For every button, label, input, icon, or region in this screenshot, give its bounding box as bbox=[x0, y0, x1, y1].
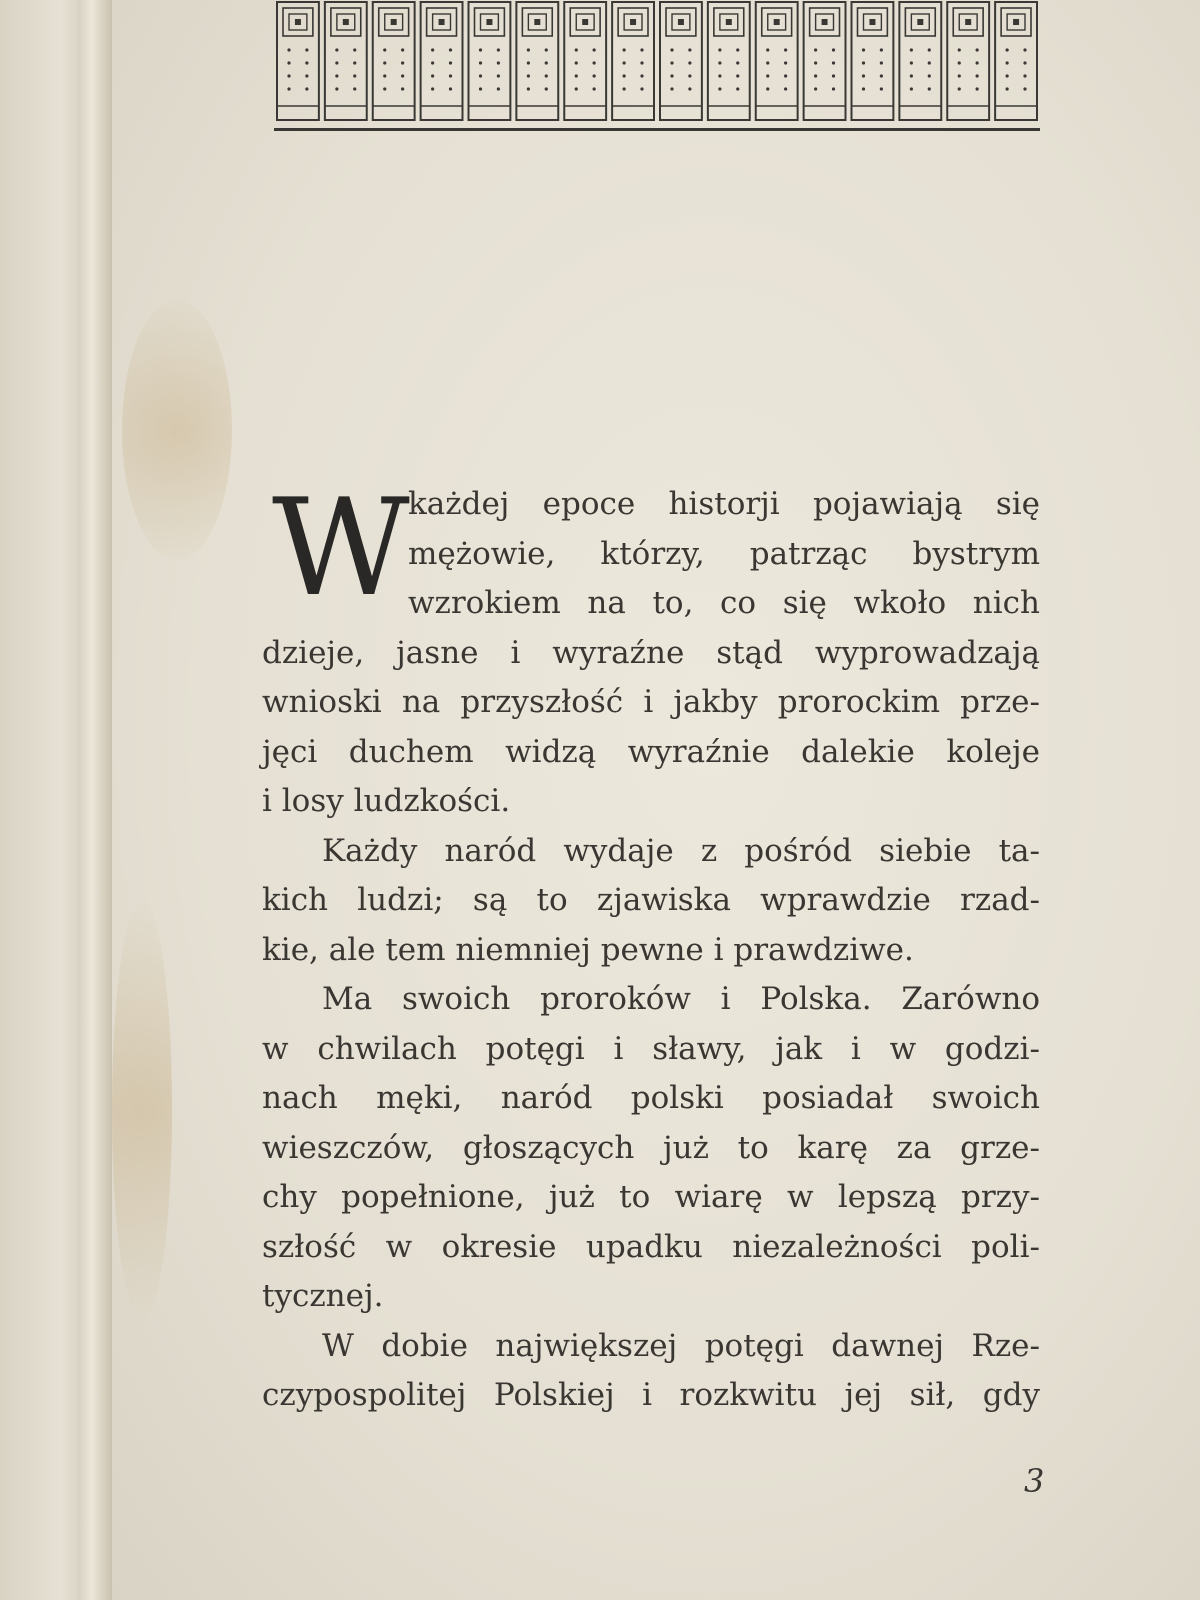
book-gutter bbox=[78, 0, 113, 1600]
ornament-block bbox=[804, 2, 846, 120]
text-line: wzrokiem na to, co się wkoło nich bbox=[408, 585, 1040, 621]
text-line: kie, ale tem niemniej pewne i prawdziwe. bbox=[262, 931, 914, 968]
ornament-block bbox=[899, 2, 941, 120]
text-line: Każdy naród wydaje z pośród siebie ta- bbox=[322, 832, 1040, 869]
text-line: chy popełnione, już to wiarę w lepszą przy- bbox=[262, 1179, 1040, 1215]
text-line: Ma swoich proroków i Polska. Zarówno bbox=[322, 981, 1040, 1017]
ornament-block bbox=[756, 2, 798, 120]
ornament-block bbox=[852, 2, 894, 120]
ornament-block bbox=[995, 2, 1037, 120]
text-line: i losy ludzkości. bbox=[262, 783, 511, 819]
text-line: czypospolitej Polskiej i rozkwitu jej sił, gdy bbox=[262, 1377, 1040, 1413]
page-stain bbox=[112, 900, 172, 1320]
body-text bbox=[262, 470, 1040, 1421]
ornament-block bbox=[373, 2, 415, 120]
text-line: wnioski na przyszłość i jakby prorockim prze- bbox=[262, 684, 1040, 720]
ornament-block bbox=[564, 2, 606, 120]
page-number: 3 bbox=[1024, 1462, 1045, 1500]
ornament-block bbox=[277, 2, 319, 120]
page-stain bbox=[122, 300, 232, 560]
ornament-block bbox=[947, 2, 989, 120]
text-line: mężowie, którzy, patrząc bystrym bbox=[408, 535, 1040, 572]
ornament-block bbox=[612, 2, 654, 120]
text-line: w chwilach potęgi i sławy, jak i w godzi- bbox=[262, 1030, 1040, 1067]
text-line: wieszczów, głoszących już to karę za grze- bbox=[262, 1129, 1040, 1166]
ornament-block bbox=[516, 2, 558, 120]
text-line: szłość w okresie upadku niezależności poli- bbox=[262, 1228, 1040, 1265]
header-ornament bbox=[274, 0, 1040, 131]
ornament-block bbox=[469, 2, 511, 120]
ornament-block bbox=[660, 2, 702, 120]
text-line: dzieje, jasne i wyraźne stąd wyprowadzają bbox=[262, 634, 1040, 671]
ornament-block bbox=[421, 2, 463, 120]
ornament-block bbox=[708, 2, 750, 120]
text-line: kich ludzi; są to zjawiska wprawdzie rzad- bbox=[262, 882, 1040, 918]
text-line: tycznej. bbox=[262, 1278, 384, 1314]
first-paragraph bbox=[262, 470, 1040, 629]
text-line: jęci duchem widzą wyraźnie dalekie koleje bbox=[262, 733, 1040, 770]
text-line: nach męki, naród polski posiadał swoich bbox=[262, 1080, 1040, 1116]
ornament-block bbox=[325, 2, 367, 120]
text-line: W dobie największej potęgi dawnej Rze- bbox=[322, 1327, 1040, 1364]
text-line: każdej epoce historji pojawiają się bbox=[408, 486, 1040, 522]
drop-cap: W bbox=[272, 470, 410, 626]
ornament-border-icon bbox=[274, 0, 1040, 125]
